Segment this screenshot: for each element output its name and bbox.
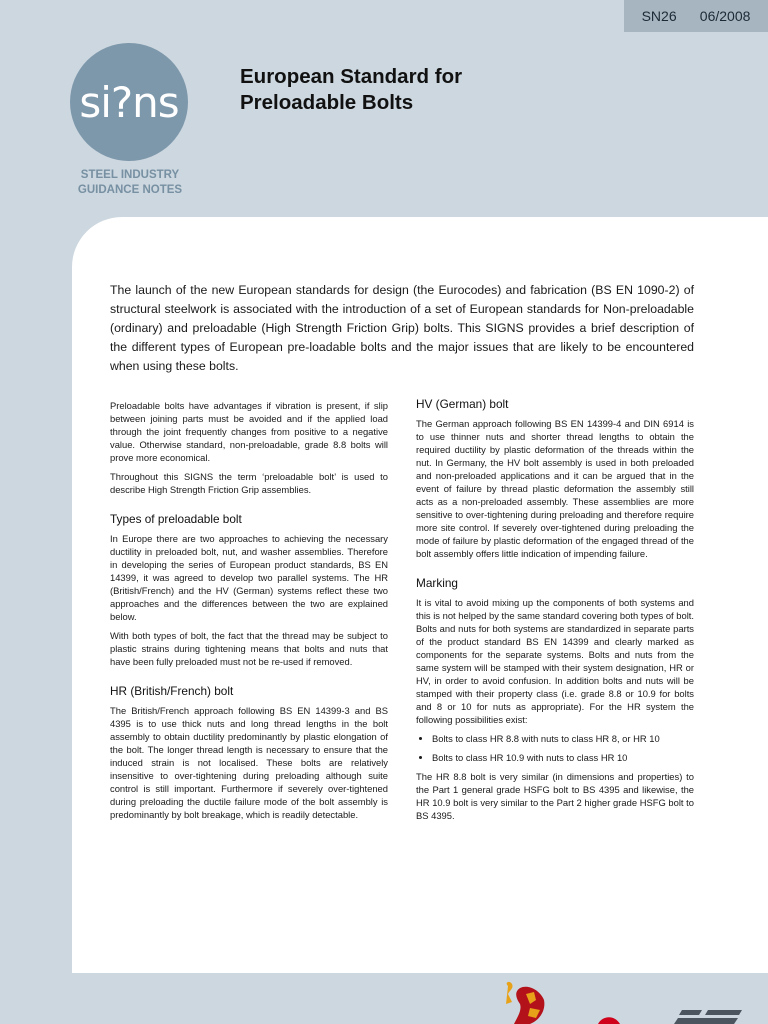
intro-paragraph: The launch of the new European standards for design (the Eurocodes) and fabrication (BS EN 1090-2) of structural steelwork is associated with the introduction of a set of European standards for Non-preloadable (ordinary) and preloadable (High Strength Friction Grip) bolts. This SIGNS provides a brief description of the different types of European pre-loadable bolts and the major issues that are likely to be encountered when using these bolts. [110,283,694,374]
paragraph: The German approach following BS EN 14399-4 and DIN 6914 is to use thinner nuts and shorter thread lengths to obtain the required ductility by plastic deformation of the threads within the nut. In Germany, the HV bolt assembly is used in both preloaded and non-preloaded applications and it can be argued that in the event of failure by thread plastic deformation the assembly still acts as a non-preloaded assembly. These assemblies are more sensitive to over-tightening during preloading and therefore require more site control. If severely over-tightened during preloading the mode of failure by plastic deformation of the engaged thread of the bolt assembly offers little indication of impending failure. [416,418,694,559]
right-column [416,397,694,828]
title-line2: Preloadable Bolts [240,91,414,114]
title-line1: European Standard for [240,65,463,88]
paragraph: The British/French approach following BS EN 14399-3 and BS 4395 is to use thick nuts and long thread lengths in the bolt assembly to obtain ductility predominantly by plastic elongation of the bolt. The longer thread length is necessary to ensure that the induced strain is not localised. These bolts are relatively insensitive to over-tightening during preloading although suite control is still important. Furthermore if severely over-tightened during preloading the ductile failure mode of the bolt assembly is predominantly by bolt breakage, which is readily detectable. [110,705,388,820]
list-item: • Bolts to class HR 10.9 with nuts to class HR 10 [432,751,694,764]
logo-subtitle-line1: STEEL INDUSTRY [80,169,180,181]
reference-box [624,0,768,32]
list-item: • Bolts to class HR 8.8 with nuts to class HR 8, or HR 10 [432,732,694,745]
heraldic-crest-icon [506,982,544,1024]
paragraph: It is vital to avoid mixing up the components of both systems and this is not helped by the same standard covering both types of bolt. Bolts and nuts for both systems are standardized in separate parts of the product standard BS EN 14399 and clearly marked as components for the separate systems. Bolts and nuts from the same system will be stamped with their system designation, HR or HV, in order to avoid confusion. In addition bolts and nuts will be stamped with their property class (i.e. grade 8.8 or 10.9 for bolts and 8 or 10 for nuts as appropriate). For the HR system the following possibilities exist: [416,597,694,725]
paragraph: In Europe there are two approaches to achieving the necessary ductility in preloaded bolt, nut, and washer assemblies. Therefore in developing the series of European product standards, BS EN 14399, it was agreed to develop two parallel systems. The HR (British/French) and the HV (German) systems reflect these two approaches and the differences between the two are explained below. [110,533,388,622]
paragraph: With both types of bolt, the fact that the thread may be subject to plastic strains during tightening means that bolts and nuts that have been fully preloaded must not be re-used if removed. [110,630,388,667]
heading-hv-bolt: HV (German) bolt [416,397,509,411]
heading-hr-bolt: HR (British/French) bolt [110,684,234,698]
footer-logos [500,980,768,1024]
heading-marking: Marking [416,576,458,590]
logo-subtitle [60,168,200,198]
paragraph: Preloadable bolts have advantages if vibration is present, if slip between joining parts must be avoided and if the applied load through the joint frequently changes from positive to a negative value. Otherwise standard, non-preloadable, grade 8.8 bolts will prove more economical. [110,400,388,463]
reference-code: SN26 [641,8,677,24]
signs-logo-word: si?ns [79,77,179,127]
logo-subtitle-line2: GUIDANCE NOTES [77,184,183,196]
document-title [240,64,462,116]
marking-list [416,732,694,764]
signs-logo [70,43,188,161]
reference-date: 06/2008 [699,8,751,24]
paragraph: Throughout this SIGNS the term ‘preloadable bolt’ is used to describe High Strength Friction Grip assemblies. [110,471,388,495]
content-panel [72,217,768,973]
left-column [110,399,388,827]
paragraph: The HR 8.8 bolt is very similar (in dimensions and properties) to the Part 1 general grade HSFG bolt to BS 4395 and likewise, the HR 10.9 bolt is very similar to the Part 2 higher grade HSFG bolt to BS 4395. [416,771,694,821]
heading-types: Types of preloadable bolt [110,512,242,526]
partner-logo-icon [598,1010,742,1024]
